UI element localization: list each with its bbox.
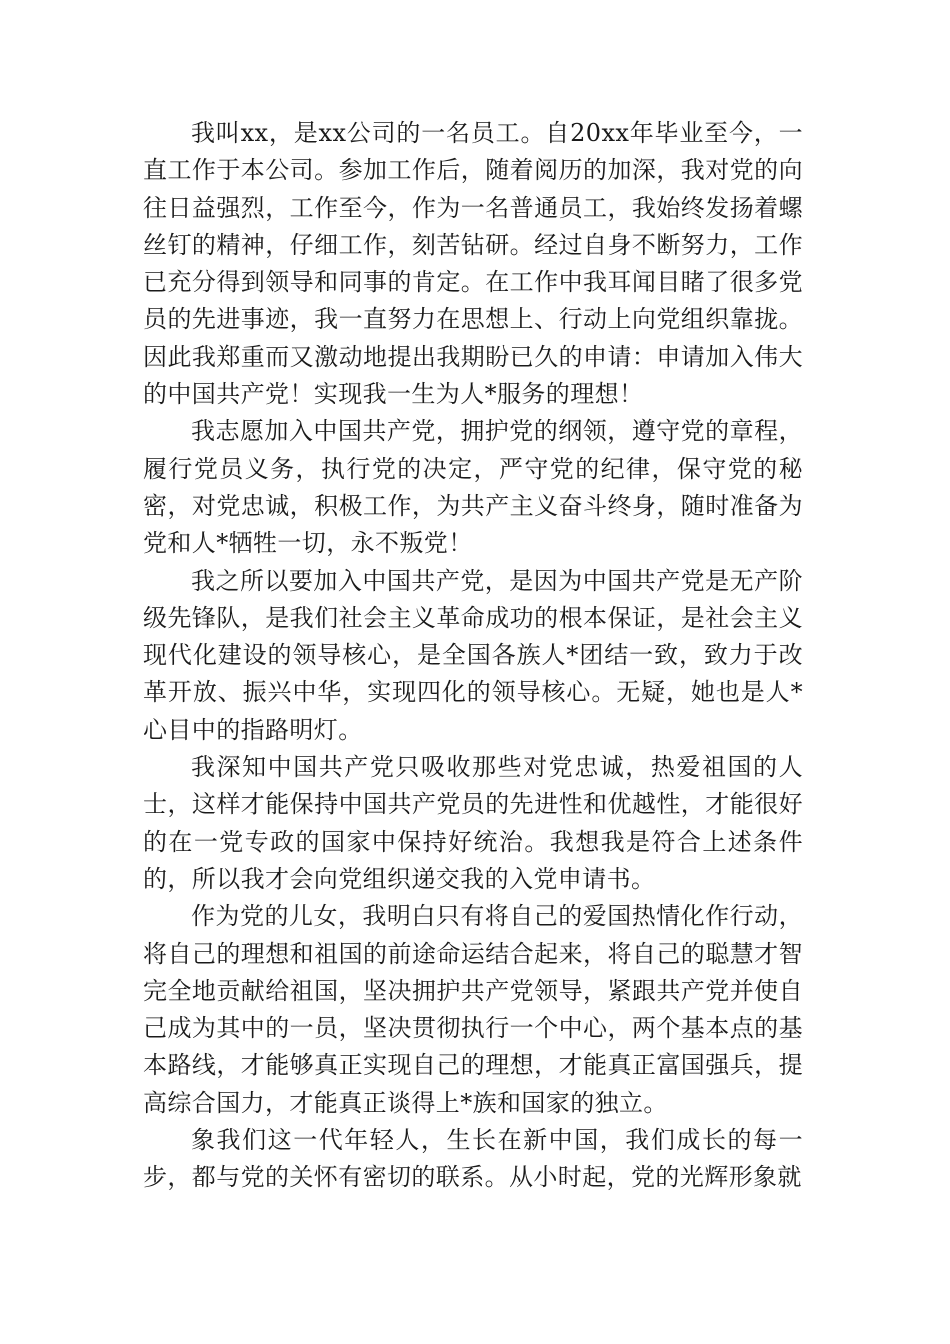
paragraph-4: 我深知中国共产党只吸收那些对党忠诚，热爱祖国的人士，这样才能保持中国共产党员的先进性和优越性，才能很好的在一党专政的国家中保持好统治。我想我是符合上述条件的，所以我才会向党组织递交我的入党申请书。	[143, 753, 803, 893]
paragraph-1: 我叫xx，是xx公司的一名员工。自20xx年毕业至今，一直工作于本公司。参加工作后，随着阅历的加深，我对党的向往日益强烈，工作至今，作为一名普通员工，我始终发扬着螺丝钉的精神，仔细工作，刻苦钻研。经过自身不断努力，工作已充分得到领导和同事的肯定。在工作中我耳闻目睹了很多党员的先进事迹，我一直努力在思想上、行动上向党组织靠拢。因此我郑重而又激动地提出我期盼已久的申请：申请加入伟大的中国共产党！实现我一生为人*服务的理想！	[143, 119, 803, 409]
paragraph-2: 我志愿加入中国共产党，拥护党的纲领，遵守党的章程，履行党员义务，执行党的决定，严守党的纪律，保守党的秘密，对党忠诚，积极工作，为共产主义奋斗终身，随时准备为党和人*牺牲一切，永不叛党！	[143, 417, 803, 558]
document-body	[143, 115, 803, 1197]
paragraph-5: 作为党的儿女，我明白只有将自己的爱国热情化作行动，将自己的理想和祖国的前途命运结合起来，将自己的聪慧才智完全地贡献给祖国，坚决拥护共产党领导，紧跟共产党并使自己成为其中的一员，坚决贯彻执行一个中心，两个基本点的基本路线，才能够真正实现自己的理想，才能真正富国强兵，提高综合国力，才能真正谈得上*族和国家的独立。	[143, 902, 803, 1117]
paragraph-3: 我之所以要加入中国共产党，是因为中国共产党是无产阶级先锋队，是我们社会主义革命成功的根本保证，是社会主义现代化建设的领导核心，是全国各族人*团结一致，致力于改革开放、振兴中华，实现四化的领导核心。无疑，她也是人*心目中的指路明灯。	[143, 566, 803, 744]
paragraph-6: 象我们这一代年轻人，生长在新中国，我们成长的每一步，都与党的关怀有密切的联系。从小时起，党的光辉形象就	[143, 1126, 803, 1192]
